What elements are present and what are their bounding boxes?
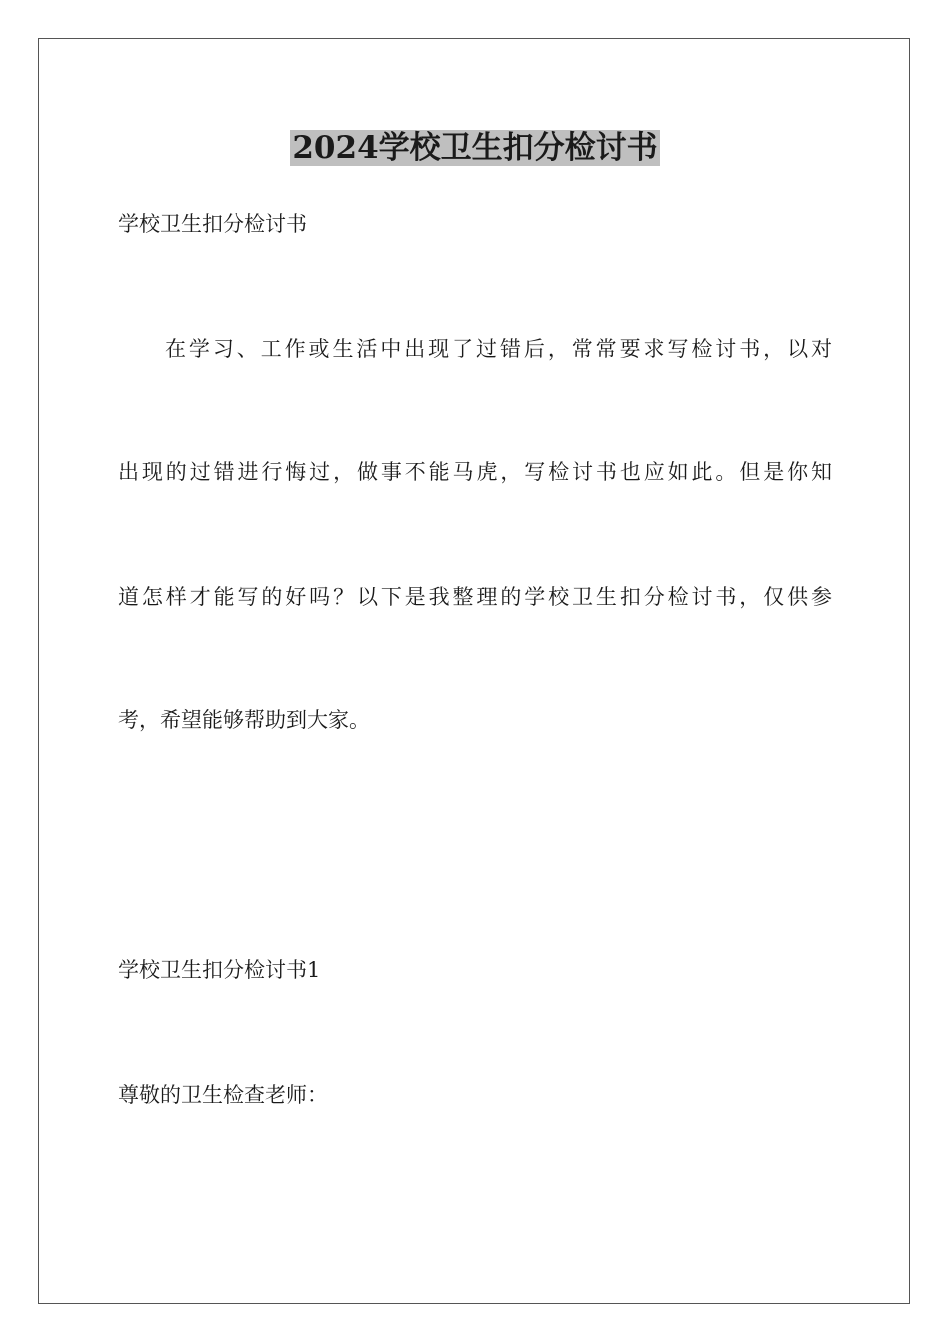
intro-line-2: 出现的过错进行悔过，做事不能马虎，写检讨书也应如此。但是你知	[118, 460, 832, 484]
document-subtitle: 学校卫生扣分检讨书	[118, 212, 307, 236]
intro-line-1: 在学习、工作或生活中出现了过错后，常常要求写检讨书，以对	[165, 337, 832, 361]
document-title	[0, 126, 950, 170]
salutation: 尊敬的卫生检查老师：	[118, 1083, 328, 1107]
section-heading: 学校卫生扣分检讨书1	[118, 958, 321, 982]
intro-line-4: 考，希望能够帮助到大家。	[118, 708, 370, 732]
document-title-text: 2024学校卫生扣分检讨书	[292, 130, 658, 166]
intro-line-3: 道怎样才能写的好吗？以下是我整理的学校卫生扣分检讨书，仅供参	[118, 585, 832, 609]
